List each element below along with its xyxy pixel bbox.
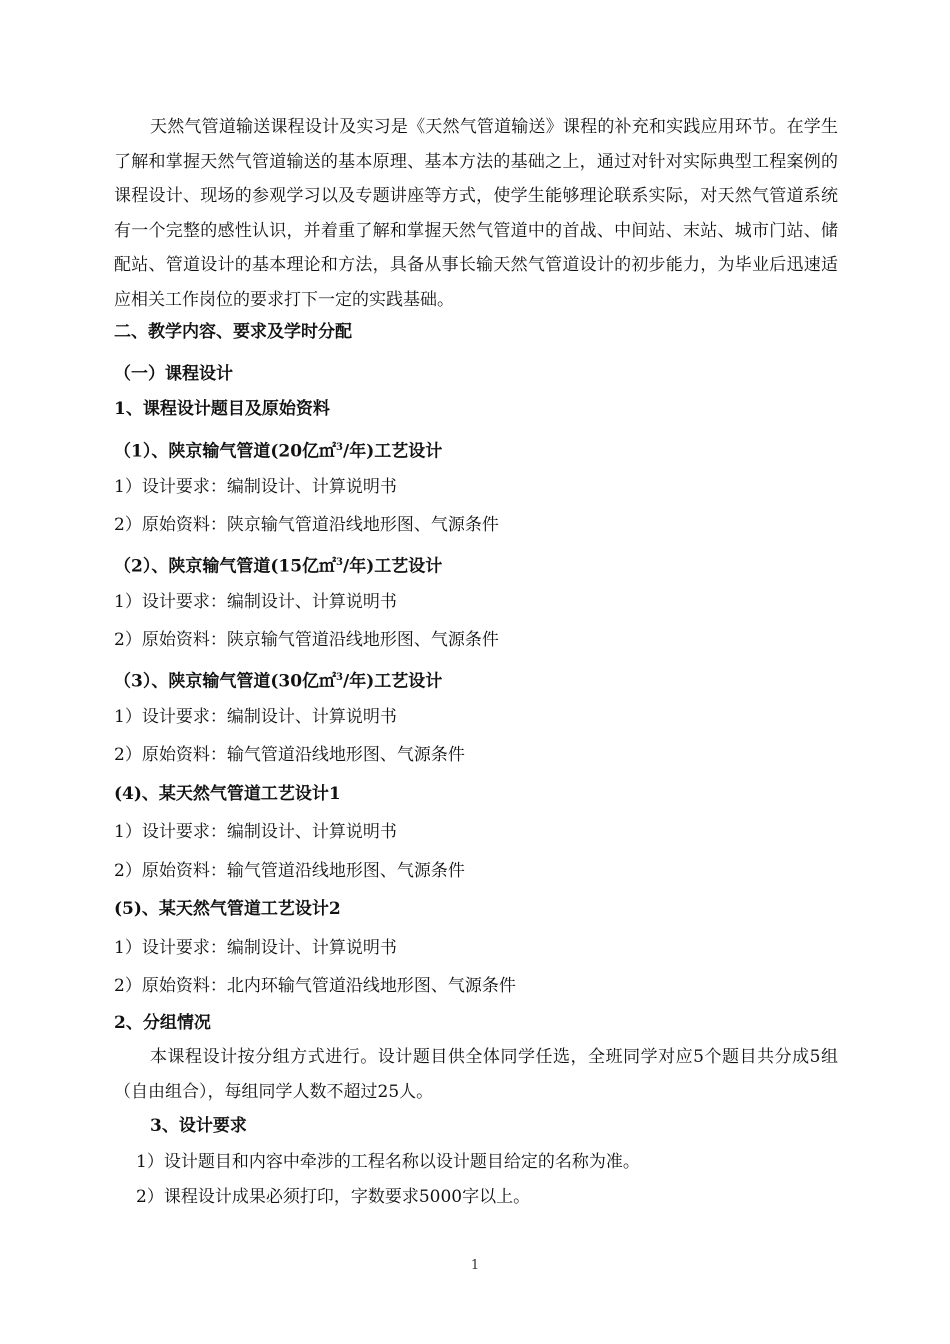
topic-source: 2）原始资料：陕京输气管道沿线地形图、气源条件 — [114, 515, 499, 535]
page-number: 1 — [470, 1258, 480, 1273]
topic-title: （1）、陕京输气管道(20亿㎡$^3$/年)工艺设计 — [114, 441, 443, 462]
topic-requirement: 1）设计要求：编制设计、计算说明书 — [114, 938, 397, 958]
topic-requirement: 1）设计要求：编制设计、计算说明书 — [114, 707, 397, 727]
topic-title: （3）、陕京输气管道(30亿㎡$^3$/年)工艺设计 — [114, 671, 443, 692]
item-heading-grouping: 2、分组情况 — [114, 1013, 211, 1033]
topic-title: (5)、某天然气管道工艺设计2 — [114, 899, 341, 919]
topic-requirement: 1）设计要求：编制设计、计算说明书 — [114, 822, 397, 842]
requirement-item: 1）设计题目和内容中牵涉的工程名称以设计题目给定的名称为准。 — [136, 1152, 640, 1172]
topic-title: （2）、陕京输气管道(15亿㎡$^3$/年)工艺设计 — [114, 556, 443, 577]
topic-source: 2）原始资料：输气管道沿线地形图、气源条件 — [114, 745, 465, 765]
grouping-paragraph: 本课程设计按分组方式进行。设计题目供全体同学任选，全班同学对应5个题目共分成5组（自由组合），每组同学人数不超过25人。 — [114, 1047, 838, 1102]
topic-requirement: 1）设计要求：编制设计、计算说明书 — [114, 592, 397, 612]
topic-title: (4)、某天然气管道工艺设计1 — [114, 784, 341, 804]
topic-source: 2）原始资料：北内环输气管道沿线地形图、气源条件 — [114, 976, 516, 996]
topic-requirement: 1）设计要求：编制设计、计算说明书 — [114, 477, 397, 497]
subsection-heading: （一）课程设计 — [114, 364, 233, 384]
topic-source: 2）原始资料：陕京输气管道沿线地形图、气源条件 — [114, 630, 499, 650]
item-heading-topics: 1、课程设计题目及原始资料 — [114, 399, 330, 419]
topic-source: 2）原始资料：输气管道沿线地形图、气源条件 — [114, 861, 465, 881]
intro-paragraph: 天然气管道输送课程设计及实习是《天然气管道输送》课程的补充和实践应用环节。在学生了解和掌握天然气管道输送的基本原理、基本方法的基础之上，通过对针对实际典型工程案例的课程设计、现场的参观学习以及专题讲座等方式，使学生能够理论联系实际，对天然气管道系统有一个完整的感性认识，并着重了解和掌握天然气管道中的首战、中间站、末站、城市门站、储配站、管道设计的基本理论和方法，具备从事长输天然气管道设计的初步能力，为毕业后迅速适应相关工作岗位的要求打下一定的实践基础。 — [114, 117, 838, 310]
requirement-item: 2）课程设计成果必须打印，字数要求5000字以上。 — [136, 1187, 531, 1207]
section-heading: 二、教学内容、要求及学时分配 — [114, 322, 352, 342]
item-heading-requirements: 3、设计要求 — [150, 1116, 247, 1136]
